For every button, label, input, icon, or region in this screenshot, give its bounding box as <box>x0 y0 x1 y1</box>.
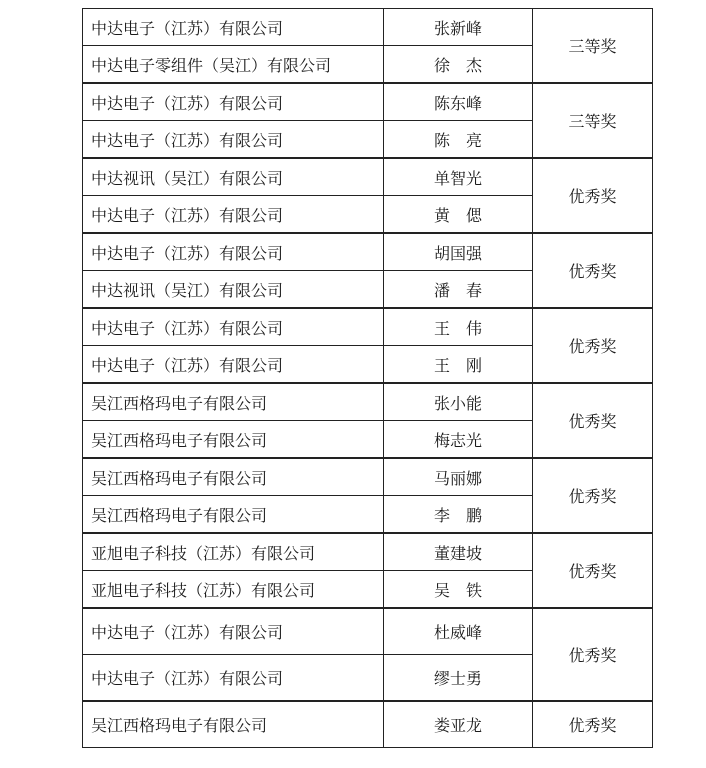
person-cell: 黄 偲 <box>384 196 533 234</box>
award-cell: 优秀奖 <box>533 158 653 233</box>
person-cell: 王 刚 <box>384 346 533 384</box>
table-row <box>83 458 653 496</box>
person-cell: 张新峰 <box>384 9 533 46</box>
table-row <box>83 9 653 46</box>
award-table-body <box>83 9 653 748</box>
company-cell: 中达电子（江苏）有限公司 <box>83 346 384 384</box>
award-cell: 优秀奖 <box>533 533 653 608</box>
person-cell: 梅志光 <box>384 421 533 459</box>
company-cell: 中达电子（江苏）有限公司 <box>83 83 384 121</box>
person-cell: 吴 铁 <box>384 571 533 609</box>
person-cell: 潘 春 <box>384 271 533 309</box>
company-cell: 吴江西格玛电子有限公司 <box>83 383 384 421</box>
company-cell: 亚旭电子科技（江苏）有限公司 <box>83 571 384 609</box>
person-cell: 陈东峰 <box>384 83 533 121</box>
company-cell: 中达视讯（吴江）有限公司 <box>83 158 384 196</box>
award-cell: 优秀奖 <box>533 458 653 533</box>
company-cell: 吴江西格玛电子有限公司 <box>83 701 384 748</box>
company-cell: 中达电子（江苏）有限公司 <box>83 9 384 46</box>
company-cell: 中达电子（江苏）有限公司 <box>83 308 384 346</box>
person-cell: 马丽娜 <box>384 458 533 496</box>
table-row <box>83 233 653 271</box>
award-cell: 优秀奖 <box>533 233 653 308</box>
person-cell: 董建坡 <box>384 533 533 571</box>
person-cell: 徐 杰 <box>384 46 533 84</box>
table-row <box>83 158 653 196</box>
award-sheet <box>82 8 653 748</box>
award-cell: 三等奖 <box>533 83 653 158</box>
company-cell: 中达电子（江苏）有限公司 <box>83 608 384 655</box>
award-cell: 优秀奖 <box>533 701 653 748</box>
table-row <box>83 308 653 346</box>
award-cell: 优秀奖 <box>533 383 653 458</box>
person-cell: 陈 亮 <box>384 121 533 159</box>
person-cell: 杜威峰 <box>384 608 533 655</box>
table-row <box>83 608 653 655</box>
person-cell: 李 鹏 <box>384 496 533 534</box>
company-cell: 中达电子（江苏）有限公司 <box>83 233 384 271</box>
table-row <box>83 701 653 748</box>
table-row <box>83 83 653 121</box>
company-cell: 中达电子（江苏）有限公司 <box>83 121 384 159</box>
award-cell: 优秀奖 <box>533 608 653 701</box>
company-cell: 中达电子（江苏）有限公司 <box>83 655 384 702</box>
person-cell: 胡国强 <box>384 233 533 271</box>
person-cell: 缪士勇 <box>384 655 533 702</box>
company-cell: 吴江西格玛电子有限公司 <box>83 421 384 459</box>
company-cell: 中达电子零组件（吴江）有限公司 <box>83 46 384 84</box>
table-row <box>83 383 653 421</box>
company-cell: 吴江西格玛电子有限公司 <box>83 496 384 534</box>
company-cell: 中达电子（江苏）有限公司 <box>83 196 384 234</box>
company-cell: 中达视讯（吴江）有限公司 <box>83 271 384 309</box>
award-table <box>82 8 653 748</box>
person-cell: 王 伟 <box>384 308 533 346</box>
person-cell: 张小能 <box>384 383 533 421</box>
person-cell: 单智光 <box>384 158 533 196</box>
company-cell: 吴江西格玛电子有限公司 <box>83 458 384 496</box>
person-cell: 娄亚龙 <box>384 701 533 748</box>
table-row <box>83 533 653 571</box>
award-cell: 优秀奖 <box>533 308 653 383</box>
award-cell: 三等奖 <box>533 9 653 84</box>
company-cell: 亚旭电子科技（江苏）有限公司 <box>83 533 384 571</box>
